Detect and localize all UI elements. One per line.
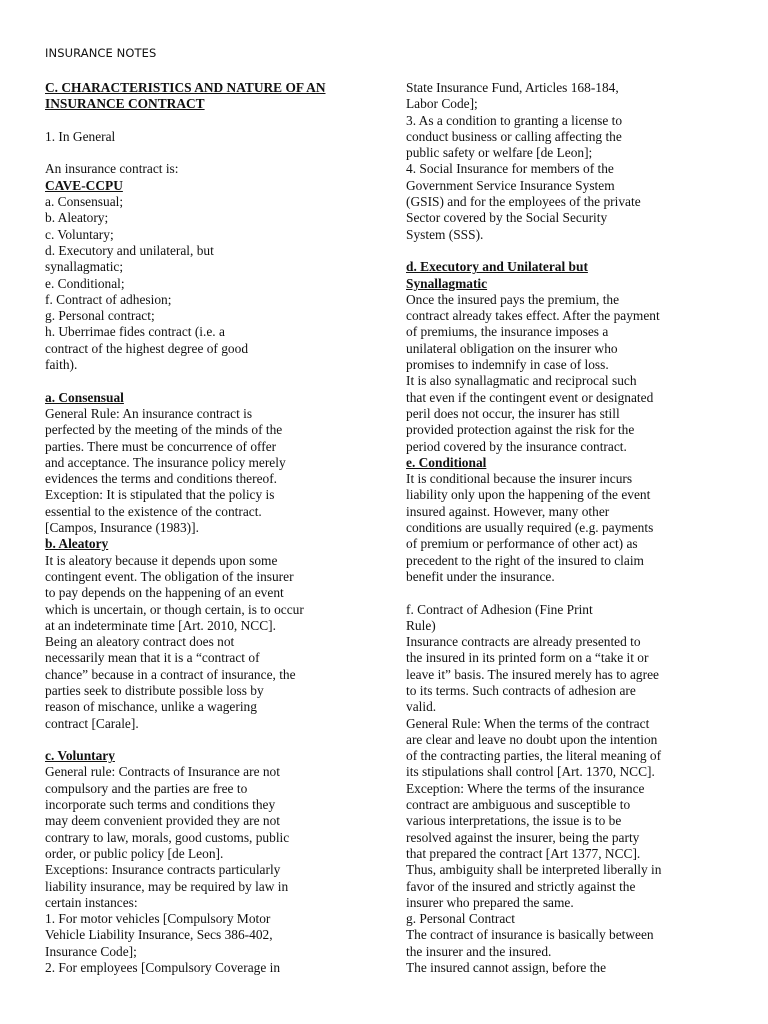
- text-line: leave it” basis. The insured merely has to agree: [406, 666, 659, 682]
- text-line: System (SSS).: [406, 226, 484, 242]
- text-line: favor of the insured and strictly against the: [406, 878, 636, 894]
- text-line: (GSIS) and for the employees of the private: [406, 194, 641, 210]
- section-heading-line: c. Voluntary: [45, 748, 115, 764]
- text-line: [Campos, Insurance (1983)].: [45, 520, 199, 536]
- text-line: Insurance contracts are already presented to: [406, 634, 641, 650]
- text-line: synallagmatic;: [45, 259, 124, 275]
- section-heading-line: e. Conditional: [406, 454, 487, 470]
- text-line: contrary to law, morals, good customs, public: [45, 829, 290, 845]
- text-line: which is uncertain, or though certain, is to occur: [45, 601, 304, 617]
- text-line: certain instances:: [45, 894, 138, 910]
- text-line: conduct business or calling affecting the: [406, 128, 622, 144]
- blank-line: [45, 732, 375, 748]
- text-line: Once the insured pays the premium, the: [406, 291, 620, 307]
- text-line: insured against. However, many other: [406, 503, 610, 519]
- text-line: liability insurance, may be required by law in: [45, 878, 289, 894]
- text-line: a. Consensual;: [45, 194, 124, 210]
- text-line: contract [Carale].: [45, 715, 139, 731]
- text-line: order, or public policy [de Leon].: [45, 845, 224, 861]
- text-line: 2. For employees [Compulsory Coverage in: [45, 960, 281, 976]
- text-line: An insurance contract is:: [45, 161, 179, 177]
- text-line: The contract of insurance is basically between: [406, 927, 654, 943]
- blank-line: [406, 585, 736, 601]
- text-line: chance” because in a contract of insurance, the: [45, 666, 296, 682]
- text-line: faith).: [45, 357, 78, 373]
- text-line: Vehicle Liability Insurance, Secs 386-402,: [45, 927, 273, 943]
- text-line: contingent event. The obligation of the insurer: [45, 568, 294, 584]
- text-line: that even if the contingent event or designated: [406, 389, 654, 405]
- text-line: to pay depends on the happening of an event: [45, 585, 284, 601]
- text-line: promises to indemnify in case of loss.: [406, 357, 609, 373]
- text-line: insurer who prepared the same.: [406, 894, 574, 910]
- text-line: perfected by the meeting of the minds of the: [45, 422, 283, 438]
- text-line: parties seek to distribute possible loss by: [45, 682, 264, 698]
- text-line: Rule): [406, 617, 436, 633]
- text-line: liability only upon the happening of the event: [406, 487, 651, 503]
- text-line: incorporate such terms and conditions they: [45, 797, 276, 813]
- text-line: f. Contract of adhesion;: [45, 291, 172, 307]
- text-line: contract of the highest degree of good: [45, 340, 249, 356]
- text-line: essential to the existence of the contract.: [45, 503, 262, 519]
- section-heading-line: d. Executory and Unilateral but: [406, 259, 588, 275]
- text-line: of the contracting parties, the literal meaning of: [406, 748, 662, 764]
- text-line: Insurance Code];: [45, 943, 137, 959]
- text-line: g. Personal contract;: [45, 308, 155, 324]
- blank-line: [45, 113, 375, 129]
- text-line: Exception: Where the terms of the insurance: [406, 780, 645, 796]
- left-column: [45, 80, 375, 976]
- text-line: may deem convenient provided they are not: [45, 813, 280, 829]
- text-line: State Insurance Fund, Articles 168-184,: [406, 80, 619, 95]
- text-line: its stipulations shall control [Art. 1370, NCC].: [406, 764, 655, 780]
- text-line: and acceptance. The insurance policy merely: [45, 454, 286, 470]
- text-line: h. Uberrimae fides contract (i.e. a: [45, 324, 225, 340]
- text-line: period covered by the insurance contract.: [406, 438, 627, 454]
- text-line: Government Service Insurance System: [406, 177, 615, 193]
- text-line: conditions are usually required (e.g. payments: [406, 520, 654, 536]
- text-line: to its terms. Such contracts of adhesion are: [406, 682, 636, 698]
- text-line: the insured in its printed form on a “take it or: [406, 650, 649, 666]
- section-heading-line: a. Consensual: [45, 389, 124, 405]
- text-line: at an indeterminate time [Art. 2010, NCC].: [45, 617, 276, 633]
- text-line: compulsory and the parties are free to: [45, 780, 248, 796]
- text-line: that prepared the contract [Art 1377, NCC].: [406, 845, 641, 861]
- text-line: 4. Social Insurance for members of the: [406, 161, 614, 177]
- text-line: b. Aleatory;: [45, 210, 109, 226]
- section-heading-line: C. CHARACTERISTICS AND NATURE OF AN: [45, 80, 326, 95]
- text-line: of premium or performance of other act) as: [406, 536, 638, 552]
- text-line: 3. As a condition to granting a license to: [406, 112, 623, 128]
- blank-line: [45, 373, 375, 389]
- text-line: valid.: [406, 699, 437, 715]
- text-line: g. Personal Contract: [406, 911, 515, 927]
- text-line: evidences the terms and conditions thereof.: [45, 471, 278, 487]
- text-line: benefit under the insurance.: [406, 568, 555, 584]
- text-line: necessarily mean that it is a “contract of: [45, 650, 260, 666]
- text-line: provided protection against the risk for the: [406, 422, 635, 438]
- text-line: e. Conditional;: [45, 275, 125, 291]
- text-line: General Rule: An insurance contract is: [45, 405, 253, 421]
- text-line: It is conditional because the insurer incurs: [406, 471, 633, 487]
- text-line: the insurer and the insured.: [406, 943, 552, 959]
- text-line: unilateral obligation on the insurer who: [406, 340, 618, 356]
- text-line: 1. In General: [45, 128, 116, 144]
- blank-line: [406, 243, 736, 259]
- text-line: Exceptions: Insurance contracts particularly: [45, 862, 281, 878]
- section-heading-line: Synallagmatic: [406, 275, 488, 291]
- text-line: various interpretations, the issue is to be: [406, 813, 622, 829]
- text-line: reason of mischance, unlike a wagering: [45, 699, 257, 715]
- text-line: parties. There must be concurrence of offer: [45, 438, 277, 454]
- text-line: Exception: It is stipulated that the policy is: [45, 487, 275, 503]
- text-line: are clear and leave no doubt upon the intention: [406, 731, 658, 747]
- text-line: public safety or welfare [de Leon];: [406, 145, 593, 161]
- text-line: of premiums, the insurance imposes a: [406, 324, 609, 340]
- page-header: INSURANCE NOTES: [45, 46, 157, 60]
- text-line: Being an aleatory contract does not: [45, 634, 235, 650]
- section-heading-line: CAVE-CCPU: [45, 177, 123, 193]
- text-line: contract are ambiguous and susceptible to: [406, 797, 631, 813]
- text-line: 1. For motor vehicles [Compulsory Motor: [45, 911, 271, 927]
- blank-line: [45, 145, 375, 161]
- text-line: General Rule: When the terms of the contract: [406, 715, 650, 731]
- text-line: General rule: Contracts of Insurance are not: [45, 764, 280, 780]
- text-line: contract already takes effect. After the payment: [406, 308, 660, 324]
- text-line: It is aleatory because it depends upon some: [45, 552, 278, 568]
- right-column: [406, 80, 736, 976]
- text-line: d. Executory and unilateral, but: [45, 242, 214, 258]
- text-line: It is also synallagmatic and reciprocal such: [406, 373, 637, 389]
- section-heading-line: b. Aleatory: [45, 536, 109, 552]
- text-line: Sector covered by the Social Security: [406, 210, 608, 226]
- text-line: Thus, ambiguity shall be interpreted liberally in: [406, 862, 662, 878]
- text-line: Labor Code];: [406, 96, 478, 112]
- text-line: c. Voluntary;: [45, 226, 114, 242]
- text-line: f. Contract of Adhesion (Fine Print: [406, 601, 593, 617]
- text-line: precedent to the right of the insured to claim: [406, 552, 644, 568]
- section-heading-line: INSURANCE CONTRACT: [45, 96, 205, 112]
- text-line: resolved against the insurer, being the party: [406, 829, 640, 845]
- text-line: peril does not occur, the insurer has still: [406, 405, 620, 421]
- text-line: The insured cannot assign, before the: [406, 960, 607, 976]
